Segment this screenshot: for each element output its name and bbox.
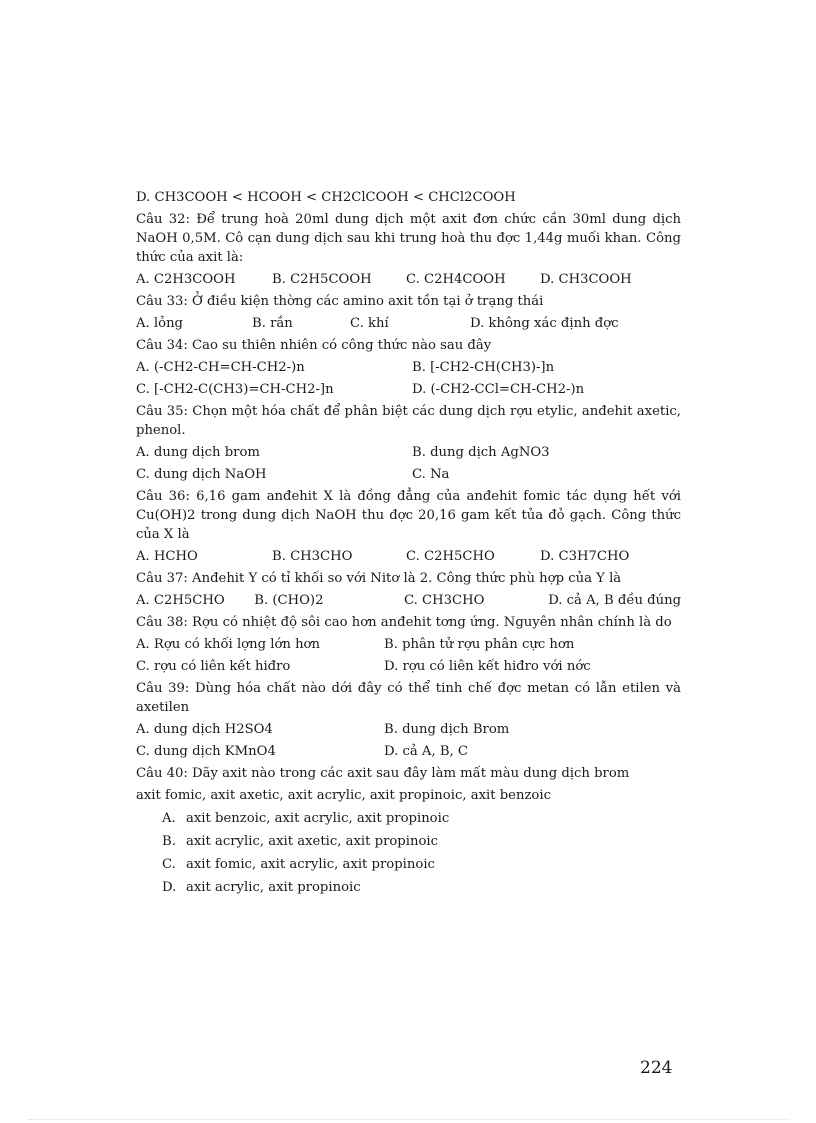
page-bottom-divider [28, 1119, 788, 1120]
q34-option-a: A. (-CH2-CH=CH-CH2-)n [136, 360, 305, 375]
q39-option-c: C. dung dịch KMnO4 [136, 744, 276, 759]
q33-options [136, 314, 681, 333]
q38-options-row2 [136, 657, 681, 676]
q35-options-row2 [136, 465, 681, 484]
q33-option-b: B. rắn [252, 316, 293, 331]
q39-option-b: B. dung dịch Brom [384, 722, 510, 737]
q33-option-a: A. lỏng [136, 316, 183, 331]
q35-option-b: B. dung dịch AgNO3 [412, 445, 550, 460]
q40-acid-list: axit fomic, axit axetic, axit acrylic, axit propinoic, axit benzoic [136, 788, 551, 803]
q40-option-a-text: axit benzoic, axit acrylic, axit propinoic [186, 811, 450, 826]
q33-option-c: C. khí [350, 316, 389, 331]
q31-option-d: D. CH3COOH < HCOOH < CH2ClCOOH < CHCl2COOH [136, 190, 516, 205]
q38-option-b: B. phân tử rợu phân cực hơn [384, 637, 575, 652]
q37-option-b: B. (CHO)2 [254, 593, 324, 608]
q38-stem: Câu 38: Rợu có nhiệt độ sôi cao hơn anđehit tơng ứng. Nguyên nhân chính là do [136, 615, 672, 630]
q40-option-a [136, 809, 681, 828]
q38-option-a: A. Rợu có khối lợng lớn hơn [136, 637, 320, 652]
q37-option-d: D. cả A, B đều đúng [548, 593, 682, 608]
q39-options-row2 [136, 742, 681, 761]
q40-option-c-label: C. [162, 857, 176, 872]
q37-stem: Câu 37: Anđehit Y có tỉ khối so với Nitơ là 2. Công thức phù hợp của Y là [136, 571, 622, 586]
q32-option-a: A. C2H3COOH [136, 272, 236, 287]
q35-options-row1 [136, 443, 681, 462]
q39-options-row1 [136, 720, 681, 739]
q40-option-a-label: A. [162, 811, 176, 826]
q36-option-c: C. C2H5CHO [406, 549, 495, 564]
q32-option-c: C. C2H4COOH [406, 272, 506, 287]
q40-option-b-text: axit acrylic, axit axetic, axit propinoic [186, 834, 439, 849]
q40-option-b-label: B. [162, 834, 176, 849]
q35-option-d: C. Na [412, 467, 450, 482]
q36-option-b: B. CH3CHO [272, 549, 353, 564]
q40-stem: Câu 40: Dãy axit nào trong các axit sau đây làm mất màu dung dịch brom [136, 766, 630, 781]
page-number: 224 [640, 1058, 673, 1078]
q39-stem: Câu 39: Dùng hóa chất nào dới đây có thể tinh chế đợc metan có lẫn etilen và axetilen [136, 681, 681, 715]
q40-option-d-label: D. [162, 880, 177, 895]
q34-options-row2 [136, 380, 681, 399]
q40-option-b [136, 832, 681, 851]
q39-option-d: D. cả A, B, C [384, 744, 468, 759]
q32-stem: Câu 32: Để trung hoà 20ml dung dịch một axit đơn chức cần 30ml dung dịch NaOH 0,5M. Cô cạn dung dịch sau khi trung hoà thu đợc 1,44g muối khan. Công thức của axit là: [136, 212, 681, 265]
q34-option-b: B. [-CH2-CH(CH3)-]n [412, 360, 555, 375]
q34-stem: Câu 34: Cao su thiên nhiên có công thức nào sau đây [136, 338, 492, 353]
q36-options [136, 547, 681, 566]
q38-option-d: D. rợu có liên kết hiđro với nớc [384, 659, 591, 674]
q35-option-c: C. dung dịch NaOH [136, 467, 267, 482]
q34-option-c: C. [-CH2-C(CH3)=CH-CH2-]n [136, 382, 334, 397]
q32-option-b: B. C2H5COOH [272, 272, 372, 287]
q40-option-d-text: axit acrylic, axit propinoic [186, 880, 361, 895]
q33-option-d: D. không xác định đợc [470, 316, 619, 331]
q37-option-c: C. CH3CHO [404, 593, 485, 608]
q40-option-d [136, 878, 681, 897]
q33-stem: Câu 33: Ở điều kiện thờng các amino axit tồn tại ở trạng thái [136, 294, 544, 309]
q40-option-c [136, 855, 681, 874]
q35-stem: Câu 35: Chọn một hóa chất để phân biệt các dung dịch rợu etylic, anđehit axetic, phenol. [136, 404, 681, 438]
q32-options [136, 270, 681, 289]
q37-option-a: A. C2H5CHO [136, 593, 225, 608]
q37-options [136, 591, 681, 610]
page-content [136, 188, 681, 897]
q36-stem: Câu 36: 6,16 gam anđehit X là đồng đẳng của anđehit fomic tác dụng hết với Cu(OH)2 trong dung dịch NaOH thu đợc 20,16 gam kết tủa đỏ gạch. Công thức của X là [136, 489, 681, 542]
q32-option-d: D. CH3COOH [540, 272, 632, 287]
q36-option-d: D. C3H7CHO [540, 549, 630, 564]
q36-option-a: A. HCHO [136, 549, 198, 564]
q40-option-c-text: axit fomic, axit acrylic, axit propinoic [186, 857, 435, 872]
q34-option-d: D. (-CH2-CCl=CH-CH2-)n [412, 382, 585, 397]
q38-options-row1 [136, 635, 681, 654]
q38-option-c: C. rợu có liên kết hiđro [136, 659, 291, 674]
q35-option-a: A. dung dịch brom [136, 445, 260, 460]
q34-options-row1 [136, 358, 681, 377]
q39-option-a: A. dung dịch H2SO4 [136, 722, 273, 737]
